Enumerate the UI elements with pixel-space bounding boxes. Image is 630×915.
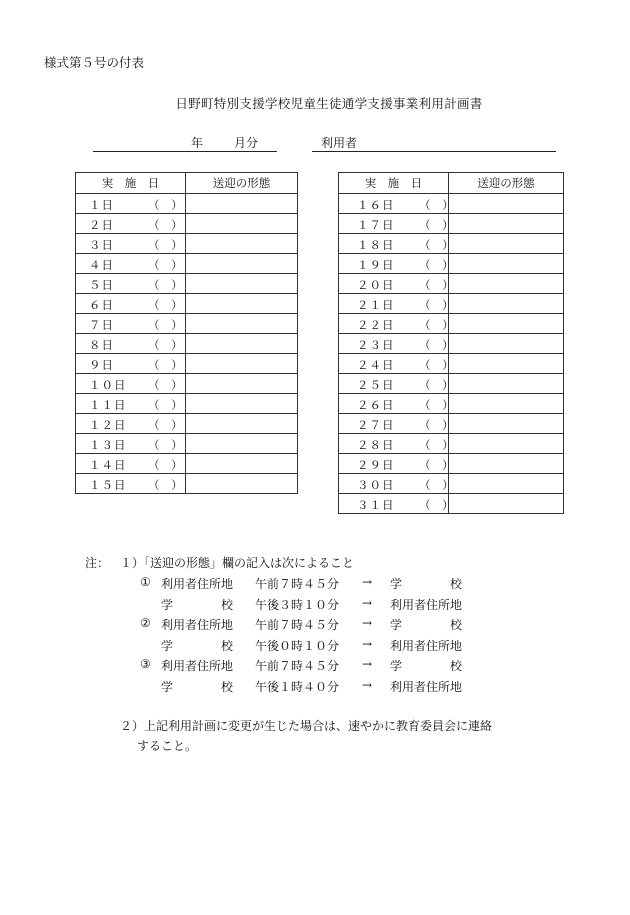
schedule-time: 午後３時１０分 bbox=[255, 597, 340, 612]
day-label: １０日 bbox=[89, 378, 127, 392]
day-cell bbox=[339, 254, 454, 274]
schedule-time: 午前７時４５分 bbox=[255, 659, 340, 673]
weekday-paren: （ ） bbox=[419, 298, 454, 312]
day-label: ２９日 bbox=[357, 458, 395, 472]
day-label: ３１日 bbox=[357, 498, 395, 512]
transport-mode-cell[interactable] bbox=[449, 334, 564, 354]
schedule-from: 学 校 bbox=[161, 679, 234, 694]
day-cell bbox=[76, 434, 186, 454]
day-label: １６日 bbox=[357, 198, 395, 212]
transport-mode-cell[interactable] bbox=[449, 454, 564, 474]
table-row bbox=[339, 394, 564, 414]
schedule-to: 学 校 bbox=[390, 659, 463, 673]
table-row bbox=[76, 274, 298, 294]
schedule-to: 利用者住所地 bbox=[390, 638, 463, 653]
schedule-from: 学 校 bbox=[161, 638, 234, 653]
day-label: ５日 bbox=[89, 278, 114, 292]
user-label: 利用者 bbox=[321, 136, 358, 150]
day-label: １２日 bbox=[89, 418, 127, 432]
day-cell bbox=[339, 194, 454, 214]
schedule-table-left bbox=[75, 172, 298, 494]
schedule-time: 午後１時４０分 bbox=[255, 679, 340, 694]
day-cell bbox=[76, 294, 186, 314]
day-cell bbox=[339, 334, 454, 354]
day-label: ２３日 bbox=[357, 338, 395, 352]
transport-mode-cell[interactable] bbox=[449, 374, 564, 394]
day-label: １１日 bbox=[89, 398, 127, 412]
day-cell bbox=[339, 214, 454, 234]
day-label: ２７日 bbox=[357, 418, 395, 432]
table-row bbox=[339, 214, 564, 234]
day-label: １５日 bbox=[89, 478, 127, 492]
table-row bbox=[339, 234, 564, 254]
transport-mode-cell[interactable] bbox=[186, 434, 298, 454]
weekday-paren: （ ） bbox=[148, 478, 183, 492]
schedule-mark: ① bbox=[140, 575, 151, 589]
day-cell bbox=[339, 474, 454, 494]
day-label: ２４日 bbox=[357, 358, 395, 372]
weekday-paren: （ ） bbox=[419, 278, 454, 292]
transport-mode-cell[interactable] bbox=[186, 274, 298, 294]
transport-mode-cell[interactable] bbox=[449, 274, 564, 294]
notes-prefix: 注： bbox=[85, 556, 110, 570]
schedule-to: 利用者住所地 bbox=[390, 597, 463, 612]
weekday-paren: （ ） bbox=[419, 198, 454, 212]
day-label: ６日 bbox=[89, 298, 114, 312]
transport-mode-cell[interactable] bbox=[186, 254, 298, 274]
schedule-time: 午前７時４５分 bbox=[255, 577, 340, 591]
table-row bbox=[339, 474, 564, 494]
day-cell bbox=[339, 374, 454, 394]
year-month-underline bbox=[93, 151, 277, 152]
table-row bbox=[76, 194, 298, 214]
schedule-arrow-icon: → bbox=[362, 575, 373, 589]
day-label: ２０日 bbox=[357, 278, 395, 292]
weekday-paren: （ ） bbox=[419, 338, 454, 352]
table-row bbox=[339, 354, 564, 374]
month-label: 月分 bbox=[234, 136, 259, 150]
schedule-from: 学 校 bbox=[161, 597, 234, 612]
document-title: 日野町特別支援学校児童生徒通学支援事業利用計画書 bbox=[175, 96, 483, 111]
schedule-arrow-icon: → bbox=[362, 677, 373, 692]
table-row bbox=[76, 314, 298, 334]
transport-mode-cell[interactable] bbox=[449, 434, 564, 454]
day-cell bbox=[76, 334, 186, 354]
day-label: ４日 bbox=[89, 258, 114, 272]
schedule-arrow-icon: → bbox=[362, 616, 373, 630]
table-row bbox=[339, 254, 564, 274]
transport-mode-cell[interactable] bbox=[449, 394, 564, 414]
day-cell bbox=[76, 354, 186, 374]
day-cell bbox=[76, 414, 186, 434]
day-label: １８日 bbox=[357, 238, 395, 252]
schedule-mark: ② bbox=[140, 616, 151, 630]
transport-mode-cell[interactable] bbox=[186, 454, 298, 474]
table-row bbox=[339, 434, 564, 454]
day-label: １３日 bbox=[89, 438, 127, 452]
user-underline bbox=[312, 151, 556, 152]
day-label: ２８日 bbox=[357, 438, 395, 452]
weekday-paren: （ ） bbox=[148, 458, 183, 472]
weekday-paren: （ ） bbox=[148, 378, 183, 392]
schedule-arrow-icon: → bbox=[362, 636, 373, 651]
weekday-paren: （ ） bbox=[419, 458, 454, 472]
table-row bbox=[339, 294, 564, 314]
day-label: ２１日 bbox=[357, 298, 395, 312]
day-label: ８日 bbox=[89, 338, 114, 352]
table-row bbox=[76, 334, 298, 354]
transport-mode-cell[interactable] bbox=[449, 214, 564, 234]
note-1: １）「送迎の形態」欄の記入は次によること bbox=[120, 556, 355, 570]
note-2-line-1: ２）上記利用計画に変更が生じた場合は、速やかに教育委員会に連絡 bbox=[120, 719, 493, 733]
day-label: ３０日 bbox=[357, 478, 395, 492]
transport-mode-cell[interactable] bbox=[186, 414, 298, 434]
table-row bbox=[76, 214, 298, 234]
table-row bbox=[339, 314, 564, 334]
table-row bbox=[76, 414, 298, 434]
transport-mode-cell[interactable] bbox=[449, 474, 564, 494]
day-cell bbox=[339, 274, 454, 294]
table-row bbox=[76, 254, 298, 274]
weekday-paren: （ ） bbox=[148, 278, 183, 292]
weekday-paren: （ ） bbox=[419, 358, 454, 372]
weekday-paren: （ ） bbox=[419, 378, 454, 392]
weekday-paren: （ ） bbox=[419, 418, 454, 432]
table-row bbox=[76, 354, 298, 374]
weekday-paren: （ ） bbox=[148, 218, 183, 232]
table-row bbox=[76, 234, 298, 254]
col-header-date: 実 施 日 bbox=[76, 173, 186, 194]
day-label: ２２日 bbox=[357, 318, 395, 332]
day-cell bbox=[76, 274, 186, 294]
weekday-paren: （ ） bbox=[419, 238, 454, 252]
day-label: ７日 bbox=[89, 318, 114, 332]
schedule-to: 学 校 bbox=[390, 618, 463, 632]
weekday-paren: （ ） bbox=[148, 318, 183, 332]
transport-mode-cell[interactable] bbox=[186, 194, 298, 214]
weekday-paren: （ ） bbox=[148, 358, 183, 372]
day-label: ３日 bbox=[89, 238, 114, 252]
day-label: １７日 bbox=[357, 218, 395, 232]
day-cell bbox=[76, 234, 186, 254]
day-cell bbox=[76, 454, 186, 474]
col-header-mode: 送迎の形態 bbox=[186, 173, 298, 194]
day-cell bbox=[339, 314, 454, 334]
col-header-mode: 送迎の形態 bbox=[449, 173, 564, 194]
table-row bbox=[76, 394, 298, 414]
transport-mode-cell[interactable] bbox=[449, 414, 564, 434]
day-label: １日 bbox=[89, 198, 114, 212]
table-row bbox=[339, 194, 564, 214]
schedule-to: 利用者住所地 bbox=[390, 679, 463, 694]
table-row bbox=[76, 454, 298, 474]
schedule-table-right bbox=[338, 172, 564, 514]
transport-mode-cell[interactable] bbox=[186, 394, 298, 414]
weekday-paren: （ ） bbox=[419, 398, 454, 412]
schedule-from: 利用者住所地 bbox=[161, 659, 234, 673]
transport-mode-cell[interactable] bbox=[186, 334, 298, 354]
table-row bbox=[339, 374, 564, 394]
schedule-from: 利用者住所地 bbox=[161, 618, 234, 632]
day-cell bbox=[76, 474, 186, 494]
weekday-paren: （ ） bbox=[148, 418, 183, 432]
schedule-time: 午前７時４５分 bbox=[255, 618, 340, 632]
weekday-paren: （ ） bbox=[419, 498, 454, 512]
weekday-paren: （ ） bbox=[419, 318, 454, 332]
transport-mode-cell[interactable] bbox=[186, 314, 298, 334]
day-cell bbox=[339, 434, 454, 454]
weekday-paren: （ ） bbox=[148, 238, 183, 252]
schedule-arrow-icon: → bbox=[362, 595, 373, 610]
form-number: 様式第５号の付表 bbox=[44, 55, 145, 70]
day-label: ９日 bbox=[89, 358, 114, 372]
transport-mode-cell[interactable] bbox=[186, 214, 298, 234]
day-cell bbox=[76, 254, 186, 274]
day-cell bbox=[76, 314, 186, 334]
day-cell bbox=[76, 374, 186, 394]
day-cell bbox=[76, 394, 186, 414]
table-row bbox=[76, 374, 298, 394]
transport-mode-cell[interactable] bbox=[186, 294, 298, 314]
day-cell bbox=[339, 394, 454, 414]
day-label: ２６日 bbox=[357, 398, 395, 412]
day-cell bbox=[339, 234, 454, 254]
day-label: １４日 bbox=[89, 458, 127, 472]
schedule-mark: ③ bbox=[140, 657, 151, 671]
weekday-paren: （ ） bbox=[148, 398, 183, 412]
weekday-paren: （ ） bbox=[419, 218, 454, 232]
col-header-date: 実 施 日 bbox=[339, 173, 449, 194]
weekday-paren: （ ） bbox=[419, 258, 454, 272]
schedule-to: 学 校 bbox=[390, 577, 463, 591]
transport-mode-cell[interactable] bbox=[186, 354, 298, 374]
weekday-paren: （ ） bbox=[148, 298, 183, 312]
weekday-paren: （ ） bbox=[419, 438, 454, 452]
note-2-line-2: すること。 bbox=[137, 739, 198, 753]
weekday-paren: （ ） bbox=[419, 478, 454, 492]
table-row bbox=[76, 294, 298, 314]
table-row bbox=[339, 494, 564, 514]
transport-mode-cell[interactable] bbox=[449, 254, 564, 274]
day-cell bbox=[76, 214, 186, 234]
transport-mode-cell[interactable] bbox=[449, 194, 564, 214]
day-cell bbox=[339, 294, 454, 314]
day-cell bbox=[339, 414, 454, 434]
transport-mode-cell[interactable] bbox=[449, 494, 564, 514]
transport-mode-cell[interactable] bbox=[449, 294, 564, 314]
table-row bbox=[339, 274, 564, 294]
day-label: １９日 bbox=[357, 258, 395, 272]
schedule-time: 午後０時１０分 bbox=[255, 638, 340, 653]
day-label: ２５日 bbox=[357, 378, 395, 392]
table-row bbox=[76, 474, 298, 494]
weekday-paren: （ ） bbox=[148, 338, 183, 352]
transport-mode-cell[interactable] bbox=[449, 234, 564, 254]
table-row bbox=[339, 414, 564, 434]
weekday-paren: （ ） bbox=[148, 198, 183, 212]
transport-mode-cell[interactable] bbox=[186, 234, 298, 254]
transport-mode-cell[interactable] bbox=[449, 354, 564, 374]
transport-mode-cell[interactable] bbox=[449, 314, 564, 334]
table-row bbox=[339, 454, 564, 474]
schedule-from: 利用者住所地 bbox=[161, 577, 234, 591]
day-cell bbox=[339, 494, 454, 514]
day-label: ２日 bbox=[89, 218, 114, 232]
weekday-paren: （ ） bbox=[148, 258, 183, 272]
transport-mode-cell[interactable] bbox=[186, 474, 298, 494]
day-cell bbox=[339, 354, 454, 374]
day-cell bbox=[339, 454, 454, 474]
year-label: 年 bbox=[191, 136, 204, 150]
table-row bbox=[339, 334, 564, 354]
table-row bbox=[76, 434, 298, 454]
schedule-arrow-icon: → bbox=[362, 657, 373, 671]
day-cell bbox=[76, 194, 186, 214]
weekday-paren: （ ） bbox=[148, 438, 183, 452]
transport-mode-cell[interactable] bbox=[186, 374, 298, 394]
